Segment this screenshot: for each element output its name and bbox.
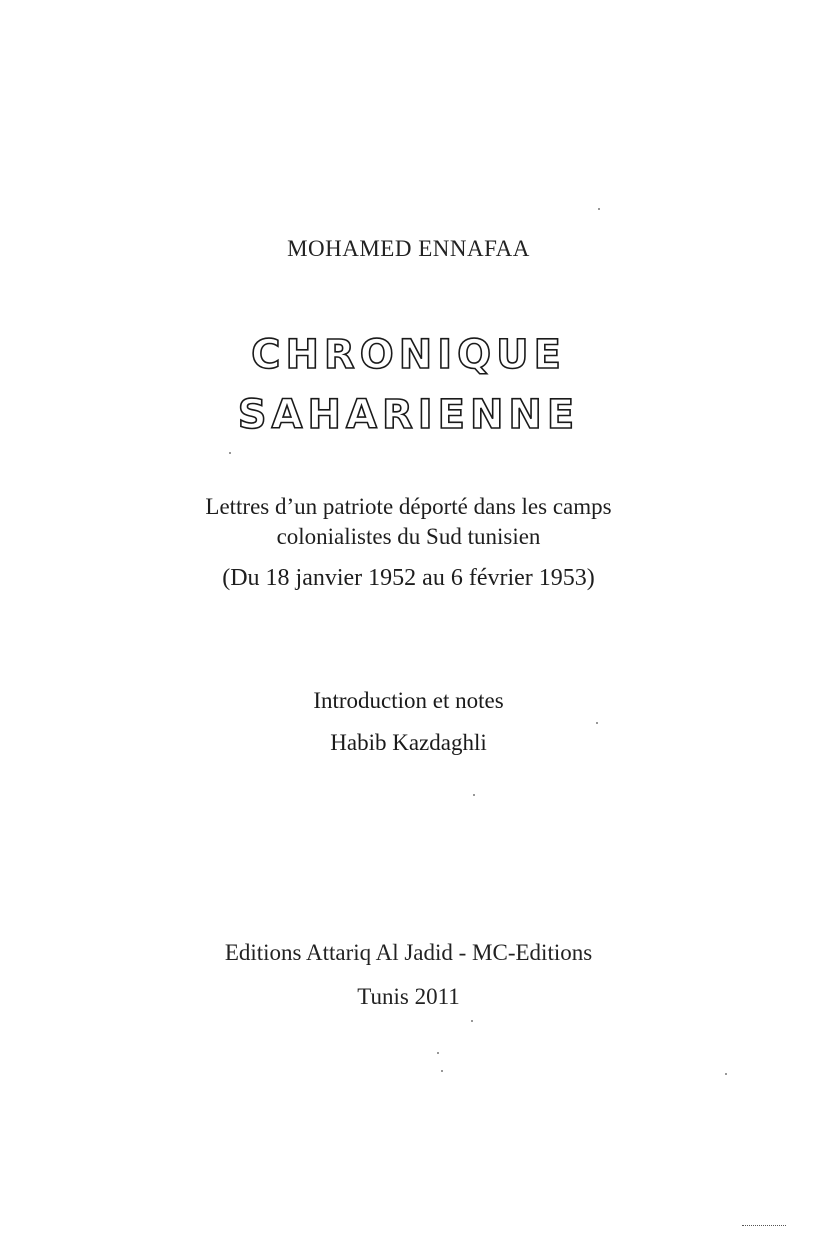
scan-speck	[437, 1052, 439, 1054]
introduction-author: Habib Kazdaghli	[330, 730, 487, 755]
subtitle-line-1: Lettres d’un patriote déporté dans les camps	[205, 494, 612, 519]
publisher-name: Editions Attariq Al Jadid - MC-Editions	[224, 940, 593, 965]
scan-speck	[229, 452, 231, 454]
scan-speck	[473, 794, 475, 796]
scan-speck	[596, 722, 598, 724]
scan-dashes	[742, 1225, 786, 1226]
introduction-label: Introduction et notes	[313, 688, 504, 713]
scan-speck	[471, 1020, 473, 1022]
scan-speck	[441, 1070, 443, 1072]
subtitle-line-2: colonialistes du Sud tunisien	[276, 524, 541, 549]
book-title-line-2: SAHARIENNE	[237, 392, 580, 438]
book-title-line-1: CHRONIQUE	[251, 332, 566, 378]
scan-speck	[725, 1073, 727, 1075]
author-name: MOHAMED ENNAFAA	[287, 236, 530, 261]
subtitle-date-range: (Du 18 janvier 1952 au 6 février 1953)	[222, 565, 595, 591]
scan-speck	[598, 208, 600, 210]
publication-place-year: Tunis 2011	[357, 984, 460, 1009]
